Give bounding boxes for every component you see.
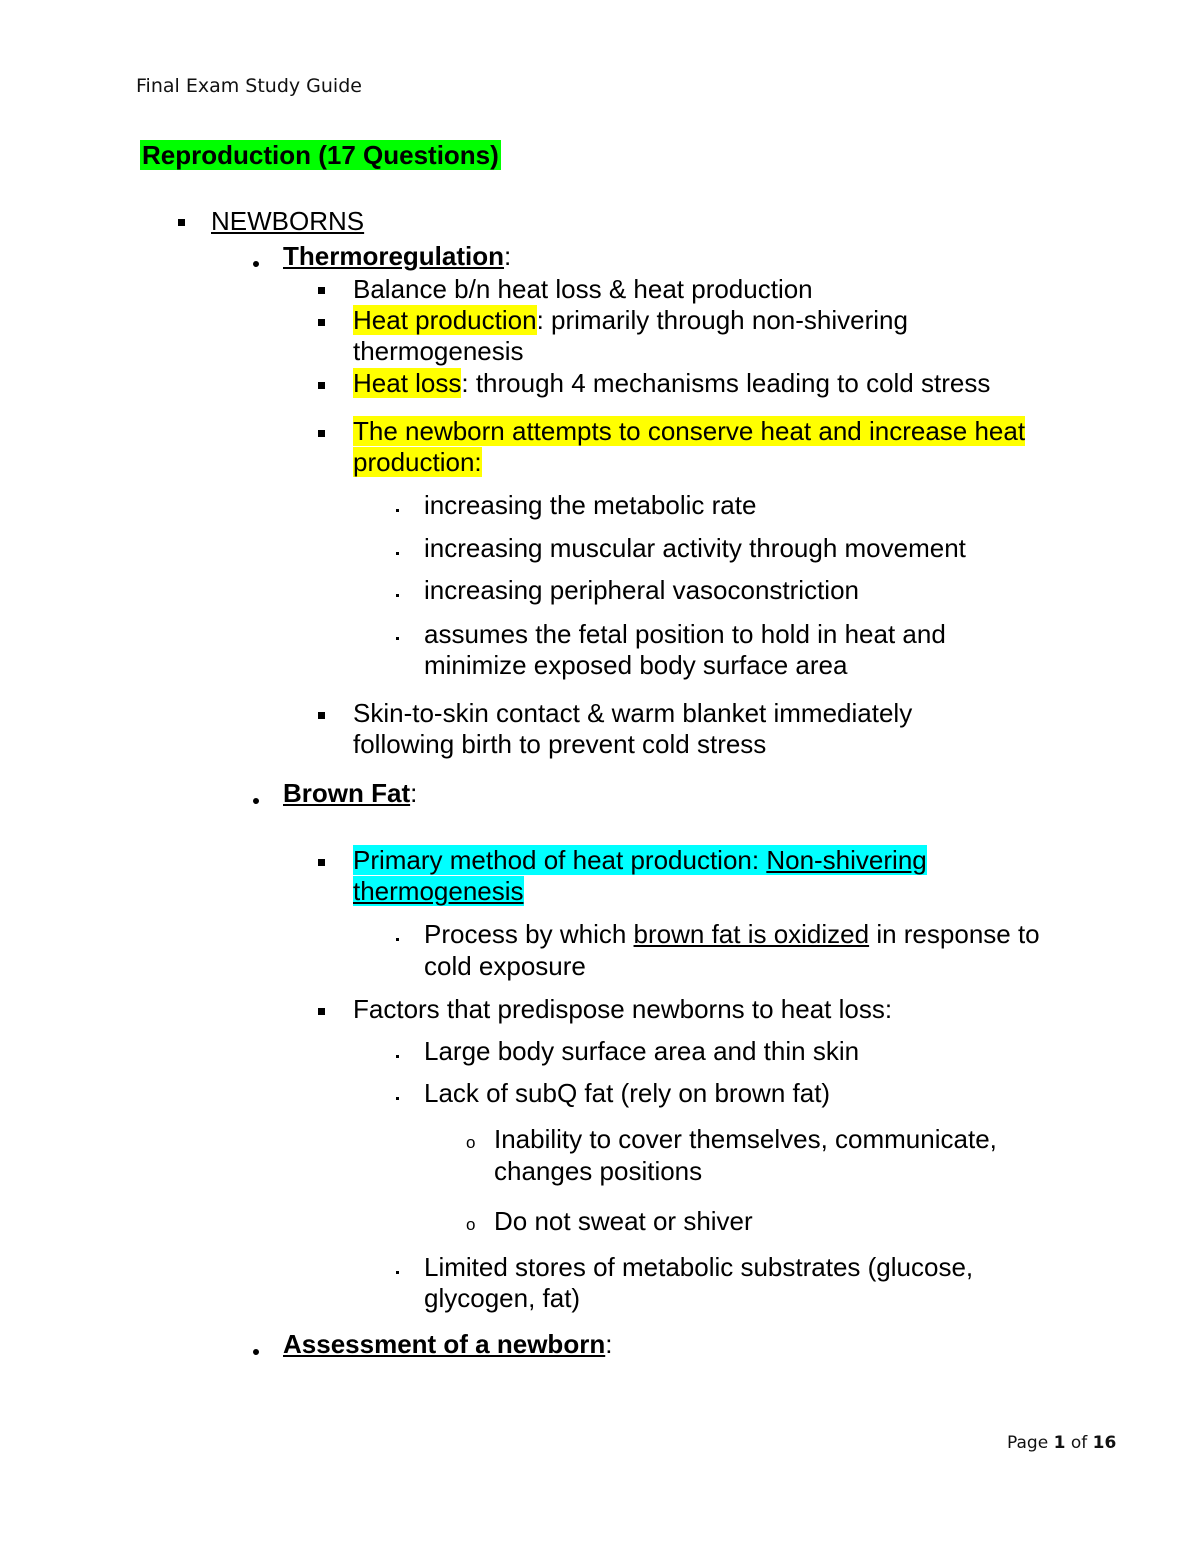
page-word: Page — [1007, 1433, 1049, 1453]
small-bullet-icon — [396, 594, 399, 597]
process-underlined: brown fat is oxidized — [633, 919, 870, 949]
list-item — [424, 1036, 859, 1067]
sub-list-item — [494, 1206, 753, 1237]
balance-text: Balance b/n heat loss & heat production — [353, 274, 813, 304]
process-after: in response to — [869, 919, 1040, 949]
section-title: Reproduction (17 Questions) — [142, 140, 499, 170]
limited-line-2 — [424, 1283, 580, 1314]
brown-fat-colon: : — [410, 778, 418, 808]
small-bullet-icon — [396, 1271, 399, 1274]
section-title-line — [140, 140, 501, 171]
dot-bullet-icon — [253, 798, 259, 804]
page-header: Final Exam Study Guide — [136, 75, 362, 97]
heat-production-text: : primarily through non-shivering — [536, 305, 908, 335]
process-line — [424, 919, 1040, 950]
thermoregulation-line — [283, 241, 511, 272]
skin-to-skin-line-2 — [353, 729, 766, 760]
square-bullet-icon — [318, 287, 325, 294]
list-item-text: Lack of subQ fat (rely on brown fat) — [424, 1078, 831, 1108]
primary-method-text: Primary method of heat production: — [353, 845, 767, 875]
list-item — [424, 490, 756, 521]
process-before: Process by which — [424, 919, 634, 949]
heat-loss-text: : through 4 mechanisms leading to cold stress — [461, 368, 991, 398]
non-shivering-term: Non-shivering — [766, 845, 927, 875]
list-item — [424, 1078, 830, 1109]
list-item-text: increasing muscular activity through movement — [424, 533, 966, 563]
heat-production-line-2 — [353, 336, 524, 367]
list-item — [424, 619, 946, 650]
thermoregulation-label: Thermoregulation — [283, 241, 505, 271]
small-bullet-icon — [396, 938, 399, 941]
square-bullet-icon — [318, 319, 325, 326]
factors-line — [353, 994, 892, 1025]
list-item-continuation — [424, 650, 847, 681]
sub-list-item-continuation — [494, 1156, 702, 1187]
primary-method-line-2 — [353, 876, 524, 907]
page-total: 16 — [1092, 1433, 1117, 1453]
small-bullet-icon — [396, 637, 399, 640]
brown-fat-line — [283, 778, 417, 809]
limited-line — [424, 1252, 973, 1283]
brown-fat-label: Brown Fat — [283, 778, 411, 808]
newborns-heading: NEWBORNS — [211, 206, 365, 236]
assessment-label: Assessment of a newborn — [283, 1329, 606, 1359]
sub-list-item-text: Inability to cover themselves, communicate, — [494, 1124, 997, 1154]
thermogenesis-term: thermogenesis — [353, 876, 524, 906]
circle-bullet-icon: o — [466, 1215, 476, 1234]
list-item — [424, 533, 966, 564]
heat-production-text-2: thermogenesis — [353, 336, 524, 366]
list-item-text: Large body surface area and thin skin — [424, 1036, 860, 1066]
small-bullet-icon — [396, 552, 399, 555]
conserve-text: The newborn attempts to conserve heat and increase heat — [353, 416, 1026, 446]
square-bullet-icon — [318, 712, 325, 719]
dot-bullet-icon — [253, 1349, 259, 1355]
heat-production-line — [353, 305, 908, 336]
dot-bullet-icon — [253, 261, 259, 267]
square-bullet-icon — [178, 219, 185, 226]
conserve-line — [353, 416, 1025, 447]
list-item-text: assumes the fetal position to hold in heat and — [424, 619, 946, 649]
primary-method-highlight — [353, 845, 927, 875]
assessment-colon: : — [605, 1329, 613, 1359]
page-current: 1 — [1053, 1433, 1066, 1453]
process-line-2 — [424, 951, 586, 982]
skin-to-skin-text: Skin-to-skin contact & warm blanket immediately — [353, 698, 913, 728]
page-footer — [1007, 1433, 1116, 1453]
list-item-text: increasing peripheral vasoconstriction — [424, 575, 860, 605]
of-word: of — [1070, 1433, 1088, 1453]
skin-to-skin-line — [353, 698, 912, 729]
list-item-text: minimize exposed body surface area — [424, 650, 848, 680]
heat-loss-label: Heat loss — [353, 368, 462, 398]
conserve-text-2: production: — [353, 447, 482, 477]
square-bullet-icon — [318, 859, 325, 866]
process-line-2-text: cold exposure — [424, 951, 586, 981]
list-item — [424, 575, 859, 606]
limited-text-2: glycogen, fat) — [424, 1283, 581, 1313]
limited-text: Limited stores of metabolic substrates (glucose, — [424, 1252, 974, 1282]
balance-line — [353, 274, 813, 305]
sub-list-item-text: Do not sweat or shiver — [494, 1206, 753, 1236]
square-bullet-icon — [318, 1008, 325, 1015]
sub-list-item-text: changes positions — [494, 1156, 703, 1186]
sub-list-item — [494, 1124, 997, 1155]
factors-heading: Factors that predispose newborns to heat loss: — [353, 994, 893, 1024]
small-bullet-icon — [396, 1055, 399, 1058]
thermoregulation-colon: : — [504, 241, 512, 271]
conserve-line-2 — [353, 447, 482, 478]
list-item-text: increasing the metabolic rate — [424, 490, 757, 520]
circle-bullet-icon: o — [466, 1133, 476, 1152]
primary-method-line — [353, 845, 927, 876]
square-bullet-icon — [318, 382, 325, 389]
heat-loss-line — [353, 368, 990, 399]
newborns-heading-line — [211, 206, 364, 237]
skin-to-skin-text-2: following birth to prevent cold stress — [353, 729, 767, 759]
small-bullet-icon — [396, 1097, 399, 1100]
heat-production-label: Heat production — [353, 305, 537, 335]
assessment-line — [283, 1329, 612, 1360]
square-bullet-icon — [318, 430, 325, 437]
small-bullet-icon — [396, 509, 399, 512]
